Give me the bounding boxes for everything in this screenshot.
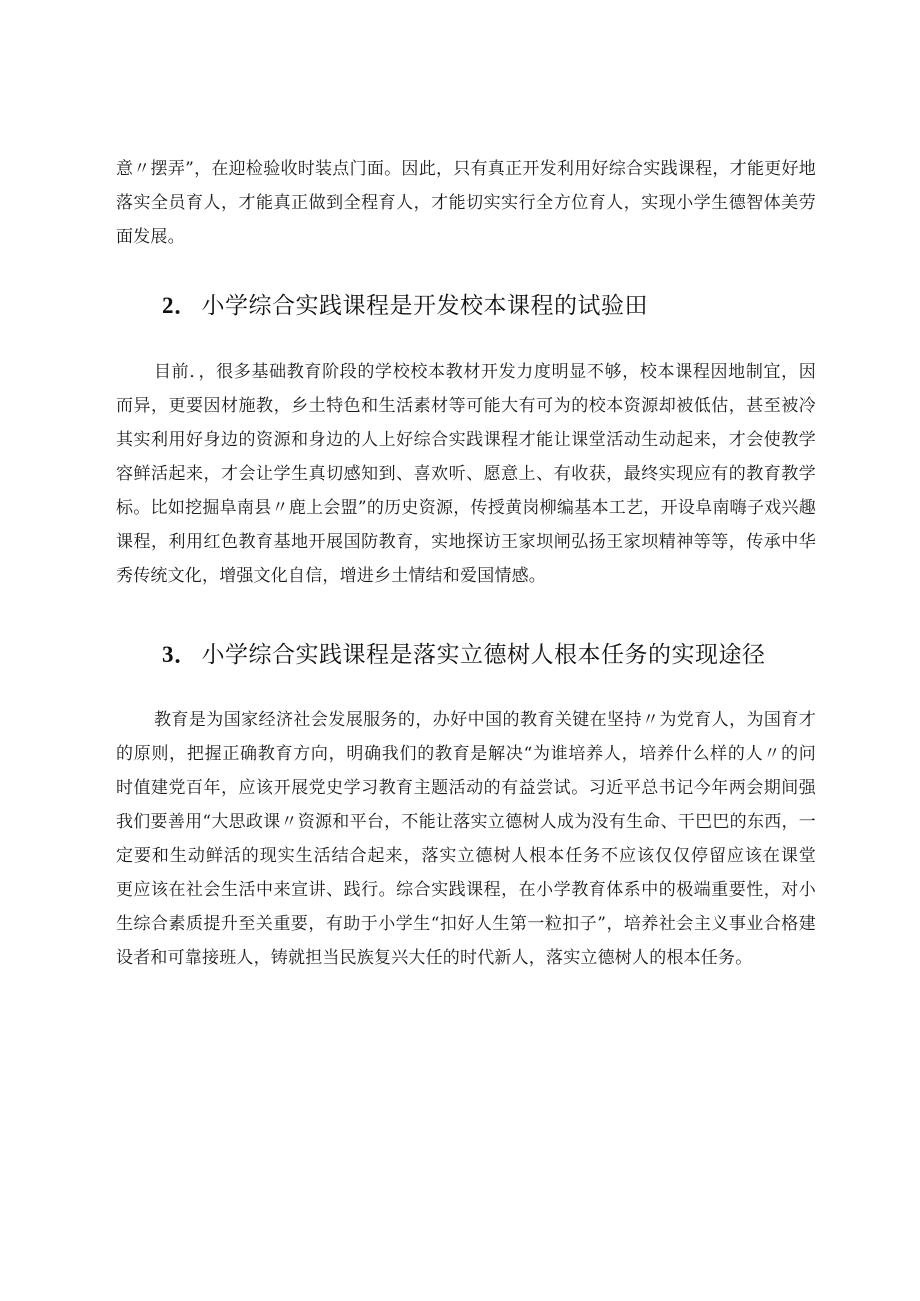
section-2-line-2: 而异，更要因材施教，乡土特色和生活素材等可能大有可为的校本资源却被低估，甚至被冷 (116, 396, 816, 416)
section-3-line-7: 生综合素质提升至关重要，有助于小学生“扣好人生第一粒扣子”，培养社会主义事业合格建 (116, 914, 816, 934)
section-3-heading (162, 635, 766, 675)
section-3-line-5: 定要和生动鲜活的现实生活结合起来，落实立德树人根本任务不应该仅仅停留应该在课堂 (116, 846, 816, 866)
intro-line-1: 意〃摆弄”，在迎检验收时装点门面。因此，只有真正开发利用好综合实践课程，才能更好地 (116, 159, 816, 179)
section-3-line-6: 更应该在社会生活中来宣讲、践行。综合实践课程，在小学教育体系中的极端重要性，对小 (116, 880, 816, 900)
section-3-line-2: 的原则，把握正确教育方向，明确我们的教育是解决“为谁培养人，培养什么样的人〃的问 (116, 744, 816, 764)
section-3-title: 小学综合实践课程是落实立德树人根本任务的实现途径 (201, 642, 766, 668)
section-3-line-3: 时值建党百年，应该开展党史学习教育主题活动的有益尝试。习近平总书记今年两会期间强 (116, 778, 816, 798)
intro-line-3: 面发展。 (116, 227, 185, 247)
section-3-line-4: 我们要善用“大思政课〃资源和平台，不能让落实立德树人成为没有生命、干巴巴的东西，一 (116, 812, 816, 832)
section-2-line-1: 目前．，很多基础教育阶段的学校校本教材开发力度明显不够，校本课程因地制宜，因 (154, 362, 816, 382)
section-3-number: 3． (162, 642, 198, 667)
section-2-line-5: 标。比如挖掘阜南县〃鹿上会盟”的历史资源，传授黄岗柳编基本工艺，开设阜南嗨子戏兴趣 (116, 498, 816, 518)
section-2-title: 小学综合实践课程是开发校本课程的试验田 (201, 293, 648, 319)
section-2-line-4: 容鲜活起来，才会让学生真切感知到、喜欢听、愿意上、有收获，最终实现应有的教育教学 (116, 464, 816, 484)
section-3-line-1: 教育是为国家经济社会发展服务的，办好中国的教育关键在坚持〃为党育人，为国育才 (154, 710, 816, 730)
section-2-line-7: 秀传统文化，增强文化自信，增进乡土情结和爱国情感。 (116, 566, 546, 586)
section-2-line-6: 课程，利用红色教育基地开展国防教育，实地探访王家坝闸弘扬王家坝精神等等，传承中华 (116, 532, 816, 552)
section-2-heading (162, 286, 648, 326)
section-2-number: 2． (162, 293, 198, 318)
section-3-line-8: 设者和可靠接班人，铸就担当民族复兴大任的时代新人，落实立德树人的根本任务。 (116, 948, 753, 968)
section-2-line-3: 其实利用好身边的资源和身边的人上好综合实践课程才能让课堂活动生动起来，才会使教学 (116, 430, 816, 450)
intro-line-2: 落实全员育人，才能真正做到全程育人，才能切实实行全方位育人，实现小学生德智体美劳 (116, 193, 816, 213)
